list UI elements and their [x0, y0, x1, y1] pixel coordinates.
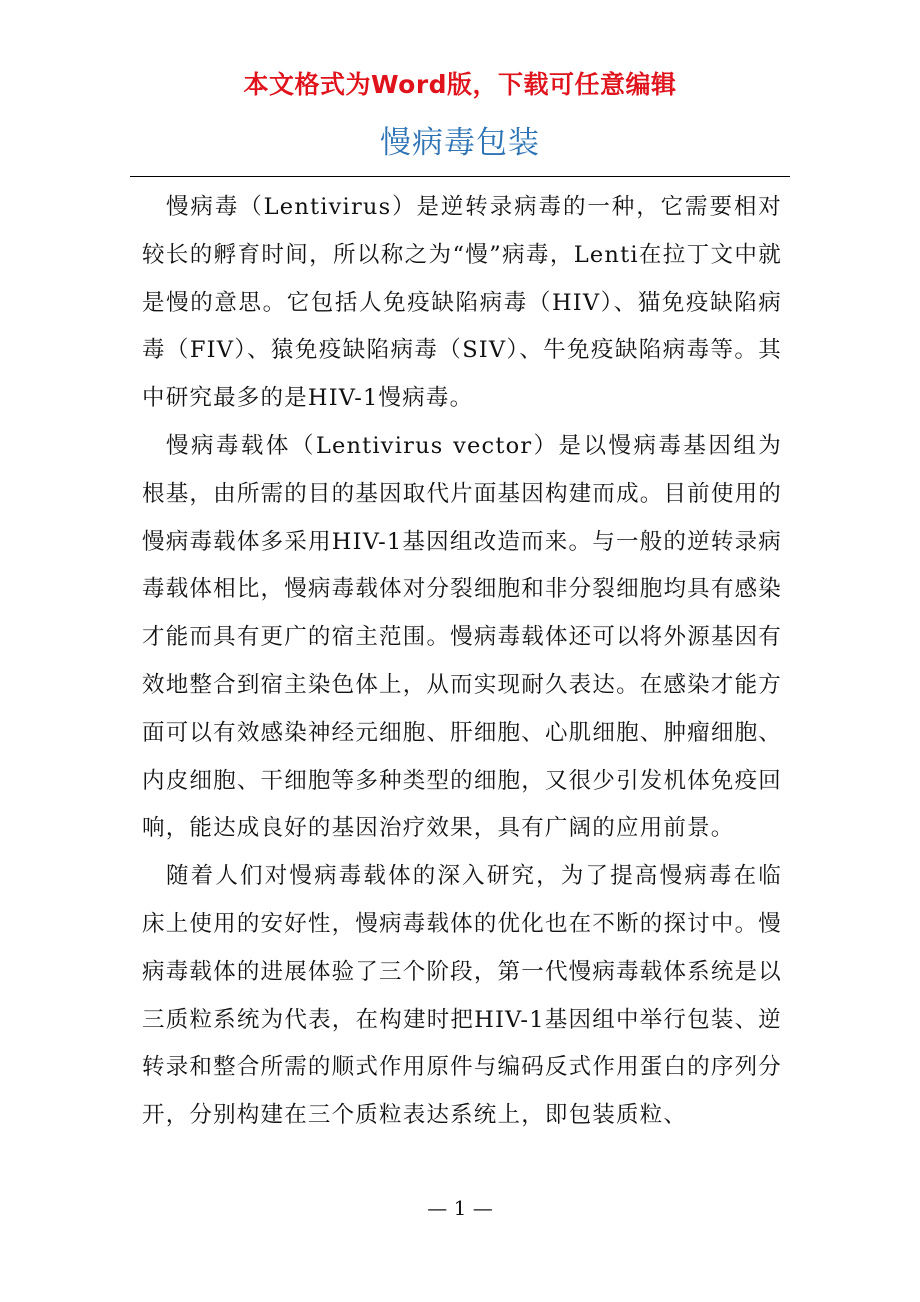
- title-divider: [130, 176, 790, 177]
- paragraph-vector-development: 随着人们对慢病毒载体的深入研究，为了提高慢病毒在临床上使用的安好性，慢病毒载体的优化也在不断的探讨中。慢病毒载体的进展体验了三个阶段，第一代慢病毒载体系统是以三质粒系统为代表，在构建时把HIV-1基因组中举行包装、逆转录和整合所需的顺式作用原件与编码反式作用蛋白的序列分开，分别构建在三个质粒表达系统上，即包装质粒、: [142, 863, 782, 1129]
- page-number: — 1 —: [427, 1196, 493, 1220]
- paragraph-lentivirus-vector: 慢病毒载体（Lentivirus vector）是以慢病毒基因组为根基，由所需的目的基因取代片面基因构建而成。目前使用的慢病毒载体多采用HIV-1基因组改造而来。与一般的逆转录病毒载体相比，慢病毒载体对分裂细胞和非分裂细胞均具有感染才能而具有更广的宿主范围。慢病毒载体还可以将外源基因有效地整合到宿主染色体上，从而实现耐久表达。在感染才能方面可以有效感染神经元细胞、肝细胞、心肌细胞、肿瘤细胞、内皮细胞、干细胞等多种类型的细胞，又很少引发机体免疫回响，能达成良好的基因治疗效果，具有广阔的应用前景。: [142, 432, 782, 842]
- paragraph-intro: 慢病毒（Lentivirus）是逆转录病毒的一种，它需要相对较长的孵育时间，所以称之为“慢”病毒，Lenti在拉丁文中就是慢的意思。它包括人免疫缺陷病毒（HIV）、猫免疫缺陷病毒（FIV）、猿免疫缺陷病毒（SIV）、牛免疫缺陷病毒等。其中研究最多的是HIV-1慢病毒。: [142, 194, 782, 412]
- word-format-notice: 本文格式为Word版，下载可任意编辑: [243, 70, 677, 99]
- document-body: [142, 184, 782, 1140]
- document-title: 慢病毒包装: [380, 125, 540, 161]
